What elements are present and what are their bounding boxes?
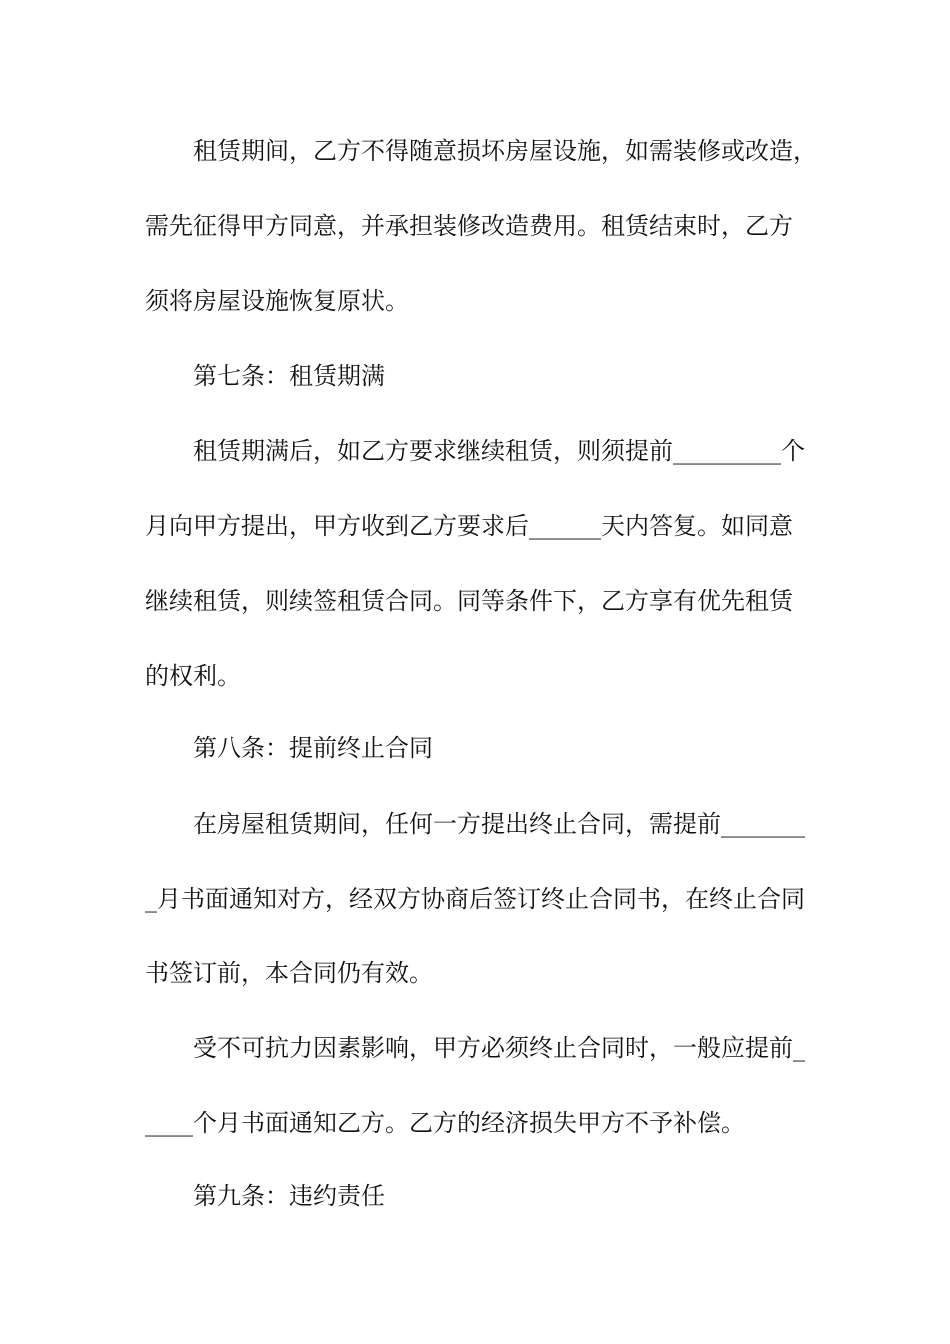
paragraph-line: 书签订前，本合同仍有效。: [145, 959, 433, 987]
section-heading: 第七条：租赁期满: [193, 362, 385, 390]
paragraph-line: _月书面通知对方，经双方协商后签订终止合同书，在终止合同: [145, 885, 805, 913]
paragraph-line: 月向甲方提出，甲方收到乙方要求后______天内答复。如同意: [145, 512, 793, 540]
paragraph-line: 租赁期满后，如乙方要求继续租赁，则须提前_________个: [193, 437, 805, 465]
paragraph-line: 租赁期间，乙方不得随意损坏房屋设施，如需装修或改造，: [193, 137, 817, 165]
paragraph-line: 继续租赁，则续签租赁合同。同等条件下，乙方享有优先租赁: [145, 587, 793, 615]
section-heading: 第八条：提前终止合同: [193, 734, 433, 762]
paragraph-line: 受不可抗力因素影响，甲方必须终止合同时，一般应提前_: [193, 1034, 805, 1062]
paragraph-line: 在房屋租赁期间，任何一方提出终止合同，需提前_______: [193, 810, 805, 838]
section-heading: 第九条：违约责任: [193, 1182, 385, 1210]
paragraph-line: ____个月书面通知乙方。乙方的经济损失甲方不予补偿。: [145, 1109, 745, 1137]
paragraph-line: 需先征得甲方同意，并承担装修改造费用。租赁结束时，乙方: [145, 212, 793, 240]
paragraph-line: 的权利。: [145, 662, 241, 690]
paragraph-line: 须将房屋设施恢复原状。: [145, 287, 409, 315]
